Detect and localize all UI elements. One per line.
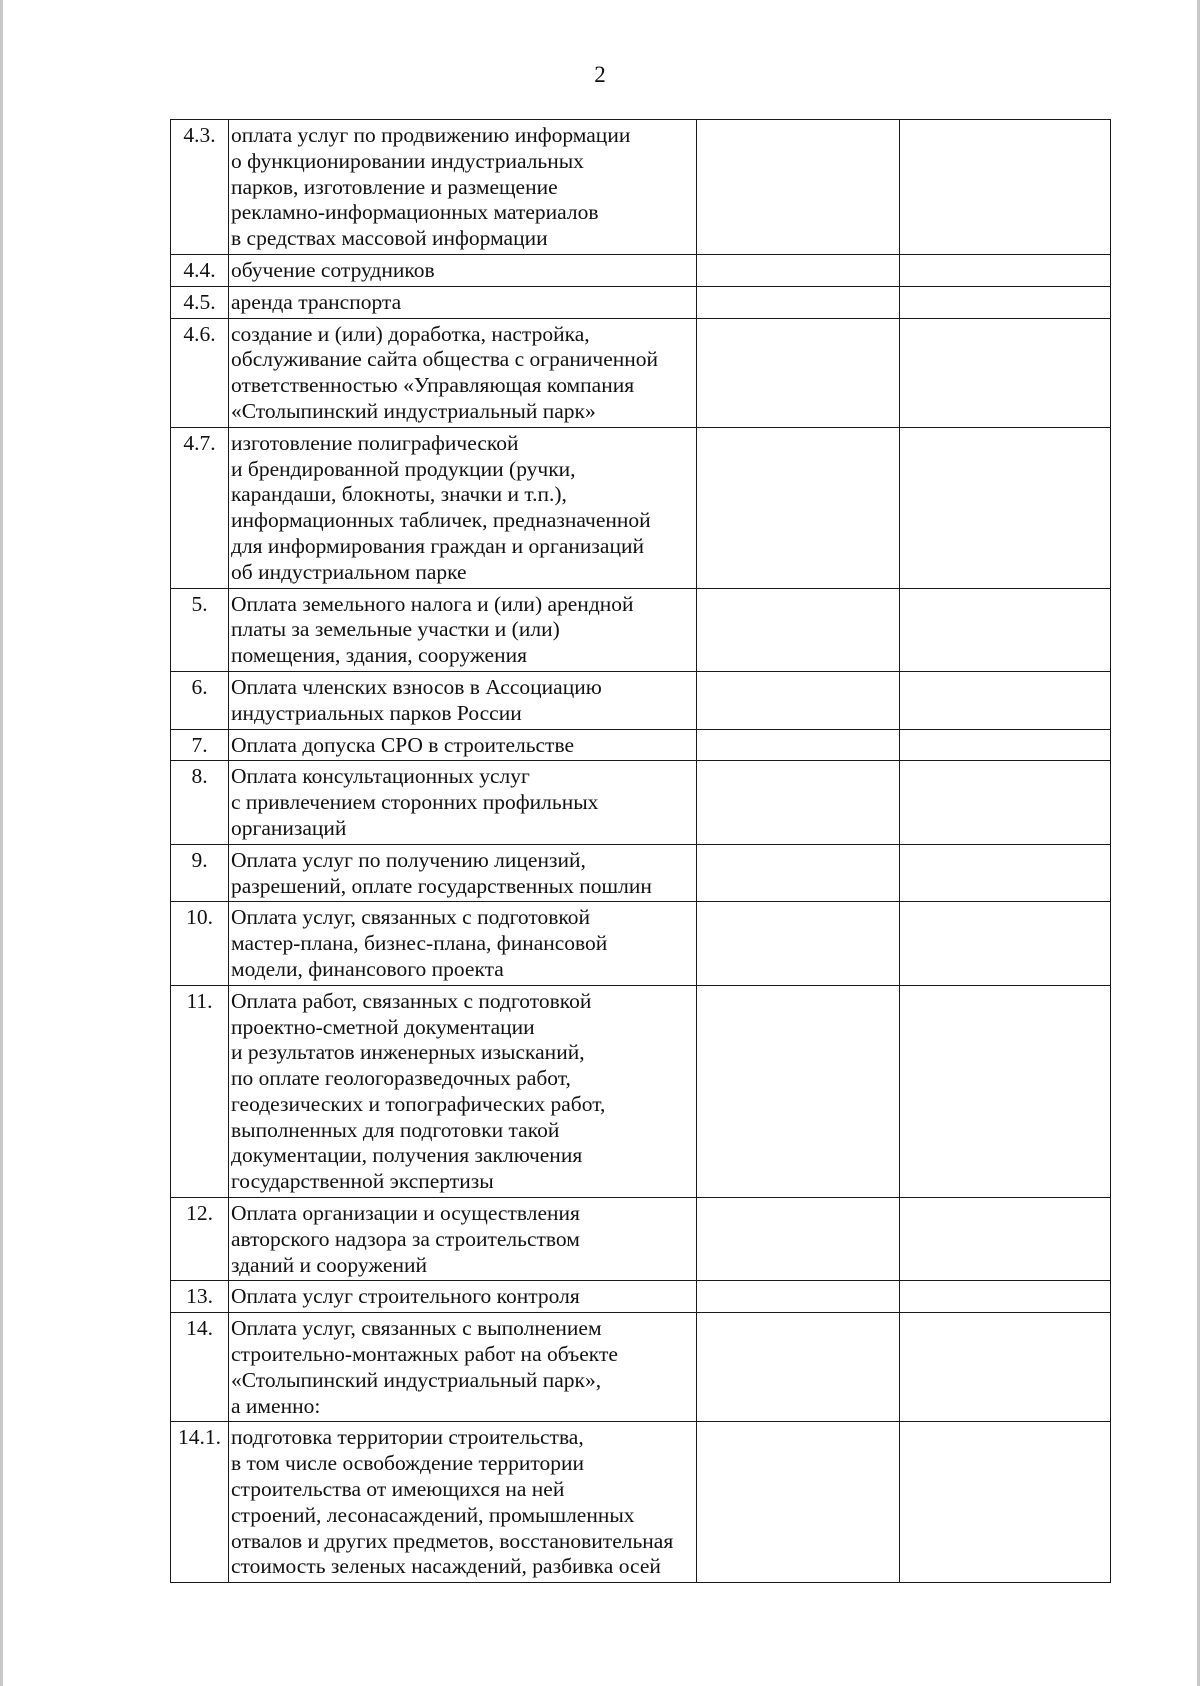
item-description <box>229 588 697 671</box>
table-row <box>171 1281 1111 1313</box>
description-line: модели, финансового проекта <box>231 956 504 981</box>
description-line: изготовление полиграфической <box>231 430 519 455</box>
empty-cell-column-3 <box>697 427 900 588</box>
empty-cell-column-4 <box>900 671 1111 729</box>
item-description <box>229 985 697 1197</box>
item-number: 12. <box>171 1198 229 1281</box>
description-line: строительства от имеющихся на ней <box>231 1477 565 1502</box>
empty-cell-column-4 <box>900 844 1111 902</box>
description-line: строений, лесонасаждений, промышленных <box>231 1502 635 1527</box>
item-description <box>229 844 697 902</box>
table-row <box>171 1198 1111 1281</box>
empty-cell-column-4 <box>900 286 1111 318</box>
empty-cell-column-3 <box>697 729 900 761</box>
description-line: проектно-сметной документации <box>231 1014 535 1039</box>
table-row <box>171 427 1111 588</box>
item-number: 10. <box>171 902 229 985</box>
description-line: разрешений, оплате государственных пошлин <box>231 873 652 898</box>
description-line: обслуживание сайта общества с ограниченной <box>231 347 659 372</box>
table-row <box>171 844 1111 902</box>
table-row <box>171 286 1111 318</box>
description-line: выполненных для подготовки такой <box>231 1117 560 1142</box>
empty-cell-column-3 <box>697 1422 900 1583</box>
empty-cell-column-4 <box>900 1198 1111 1281</box>
item-description <box>229 286 697 318</box>
description-line: документации, получения заключения <box>231 1143 583 1168</box>
item-description <box>229 761 697 844</box>
item-description <box>229 318 697 427</box>
item-description <box>229 1198 697 1281</box>
item-description <box>229 671 697 729</box>
item-number: 8. <box>171 761 229 844</box>
description-line: авторского надзора за строительством <box>231 1226 580 1251</box>
empty-cell-column-4 <box>900 729 1111 761</box>
description-line: для информирования граждан и организаций <box>231 533 644 558</box>
empty-cell-column-4 <box>900 985 1111 1197</box>
description-line: Оплата услуг строительного контроля <box>231 1284 580 1309</box>
empty-cell-column-4 <box>900 1281 1111 1313</box>
table-row <box>171 318 1111 427</box>
description-line: обучение сотрудников <box>231 257 435 282</box>
empty-cell-column-3 <box>697 902 900 985</box>
empty-cell-column-3 <box>697 1313 900 1422</box>
description-line: стоимость зеленых насаждений, разбивка осей <box>231 1554 661 1579</box>
description-line: оплата услуг по продвижению информации <box>231 123 631 147</box>
empty-cell-column-3 <box>697 671 900 729</box>
empty-cell-column-4 <box>900 588 1111 671</box>
empty-cell-column-3 <box>697 588 900 671</box>
description-line: Оплата организации и осуществления <box>231 1201 580 1226</box>
empty-cell-column-3 <box>697 985 900 1197</box>
description-line: по оплате геологоразведочных работ, <box>231 1066 571 1091</box>
table-row <box>171 588 1111 671</box>
item-number: 4.6. <box>171 318 229 427</box>
empty-cell-column-4 <box>900 120 1111 255</box>
table-row <box>171 671 1111 729</box>
description-line: аренда транспорта <box>231 289 402 314</box>
expense-table <box>170 119 1111 1583</box>
item-description <box>229 254 697 286</box>
empty-cell-column-4 <box>900 1313 1111 1422</box>
item-description <box>229 729 697 761</box>
item-number: 4.5. <box>171 286 229 318</box>
item-description <box>229 120 697 255</box>
empty-cell-column-4 <box>900 427 1111 588</box>
description-line: в том числе освобождение территории <box>231 1451 585 1476</box>
description-line: «Столыпинский индустриальный парк» <box>231 398 596 423</box>
description-line: Оплата работ, связанных с подготовкой <box>231 988 592 1013</box>
item-description <box>229 427 697 588</box>
description-line: подготовка территории строительства, <box>231 1425 584 1450</box>
description-line: Оплата земельного налога и (или) арендной <box>231 591 634 616</box>
item-description <box>229 1281 697 1313</box>
empty-cell-column-3 <box>697 1198 900 1281</box>
description-line: Оплата допуска СРО в строительстве <box>231 732 575 757</box>
description-line: и результатов инженерных изысканий, <box>231 1040 585 1065</box>
item-description <box>229 1313 697 1422</box>
empty-cell-column-3 <box>697 844 900 902</box>
description-line: информационных табличек, предназначенной <box>231 508 651 533</box>
empty-cell-column-3 <box>697 286 900 318</box>
item-number: 11. <box>171 985 229 1197</box>
empty-cell-column-3 <box>697 1281 900 1313</box>
empty-cell-column-4 <box>900 902 1111 985</box>
item-number: 7. <box>171 729 229 761</box>
description-line: об индустриальном парке <box>231 559 467 584</box>
description-line: платы за земельные участки и (или) <box>231 617 560 642</box>
empty-cell-column-3 <box>697 318 900 427</box>
description-line: в средствах массовой информации <box>231 226 548 251</box>
empty-cell-column-3 <box>697 254 900 286</box>
table-row <box>171 254 1111 286</box>
description-line: Оплата услуг, связанных с выполнением <box>231 1316 602 1341</box>
description-line: геодезических и топографических работ, <box>231 1091 606 1116</box>
description-line: помещения, здания, сооружения <box>231 643 527 668</box>
item-number: 14. <box>171 1313 229 1422</box>
table-row <box>171 902 1111 985</box>
table-row <box>171 761 1111 844</box>
item-number: 4.4. <box>171 254 229 286</box>
description-line: с привлечением сторонних профильных <box>231 790 599 815</box>
description-line: государственной экспертизы <box>231 1169 494 1194</box>
table-row <box>171 120 1111 255</box>
table-row <box>171 1422 1111 1583</box>
empty-cell-column-3 <box>697 120 900 255</box>
item-number: 14.1. <box>171 1422 229 1583</box>
description-line: зданий и сооружений <box>231 1252 427 1277</box>
description-line: ответственностью «Управляющая компания <box>231 373 635 398</box>
item-number: 4.7. <box>171 427 229 588</box>
table-row <box>171 1313 1111 1422</box>
item-description <box>229 902 697 985</box>
item-number: 9. <box>171 844 229 902</box>
table-row <box>171 729 1111 761</box>
description-line: организаций <box>231 815 347 840</box>
description-line: индустриальных парков России <box>231 700 522 725</box>
description-line: строительно-монтажных работ на объекте <box>231 1342 618 1367</box>
empty-cell-column-4 <box>900 318 1111 427</box>
description-line: карандаши, блокноты, значки и т.п.), <box>231 482 567 507</box>
description-line: Оплата услуг, связанных с подготовкой <box>231 905 591 930</box>
description-line: а именно: <box>231 1393 321 1418</box>
item-number: 6. <box>171 671 229 729</box>
description-line: рекламно-информационных материалов <box>231 200 599 225</box>
description-line: создание и (или) доработка, настройка, <box>231 321 590 346</box>
description-line: парков, изготовление и размещение <box>231 174 558 199</box>
table-row <box>171 985 1111 1197</box>
description-line: и брендированной продукции (ручки, <box>231 456 576 481</box>
description-line: Оплата членских взносов в Ассоциацию <box>231 674 602 699</box>
item-description <box>229 1422 697 1583</box>
item-number: 5. <box>171 588 229 671</box>
description-line: «Столыпинский индустриальный парк», <box>231 1367 602 1392</box>
empty-cell-column-4 <box>900 254 1111 286</box>
empty-cell-column-4 <box>900 1422 1111 1583</box>
empty-cell-column-3 <box>697 761 900 844</box>
item-number: 13. <box>171 1281 229 1313</box>
description-line: Оплата услуг по получению лицензий, <box>231 847 586 872</box>
item-number: 4.3. <box>171 120 229 255</box>
description-line: Оплата консультационных услуг <box>231 764 530 789</box>
empty-cell-column-4 <box>900 761 1111 844</box>
description-line: мастер-плана, бизнес-плана, финансовой <box>231 931 608 956</box>
left-scan-edge <box>0 0 3 1686</box>
description-line: отвалов и других предметов, восстановительная <box>231 1528 674 1553</box>
page-number: 2 <box>594 62 606 87</box>
expense-table-body <box>171 120 1111 1583</box>
description-line: о функционировании индустриальных <box>231 148 584 173</box>
